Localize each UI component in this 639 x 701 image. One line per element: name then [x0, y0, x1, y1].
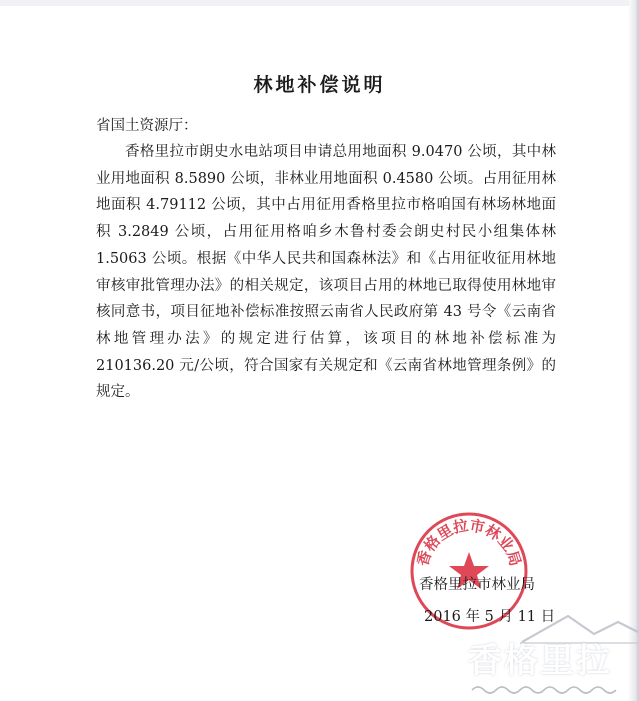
signature-organization: 香格里拉市林业局 [419, 577, 535, 593]
signature-date: 2016 年 5 月 11 日 [424, 609, 556, 625]
watermark-script-line [470, 682, 630, 694]
scan-edge-right [629, 0, 639, 701]
scan-edge-top [0, 0, 639, 6]
body-paragraph: 香格里拉市朗史水电站项目申请总用地面积 9.0470 公顷，其中林业用地面积 8.5890 公顷，非林业用地面积 0.4580 公顷。占用征用林地面积 4.79112 公顷，其中占用征用香格里拉市格咱国有林场林地面积 3.2849 公顷，占用征用格咱乡木鲁村委会朗史村民小组集体林 1.5063 公顷。根据《中华人民共和国森林法》和《占用征收征用林地审核审批管理办法》的相关规定，该项目占用的林地已取得使用林地审核同意书，项目征地补偿标准按照云南省人民政府第 43 号令《云南省林地管理办法》的规定进行估算，该项目的林地补偿标准为 210136.20 元/公顷，符合国家有关规定和《云南省林地管理条例》的规定。 [96, 144, 556, 401]
svg-text:香格里拉市林业局: 香格里拉市林业局 [413, 516, 525, 569]
watermark-text: 香格里拉 [468, 641, 612, 681]
document-title: 林地补偿说明 [253, 74, 386, 96]
salutation: 省国土资源厅： [96, 118, 198, 134]
